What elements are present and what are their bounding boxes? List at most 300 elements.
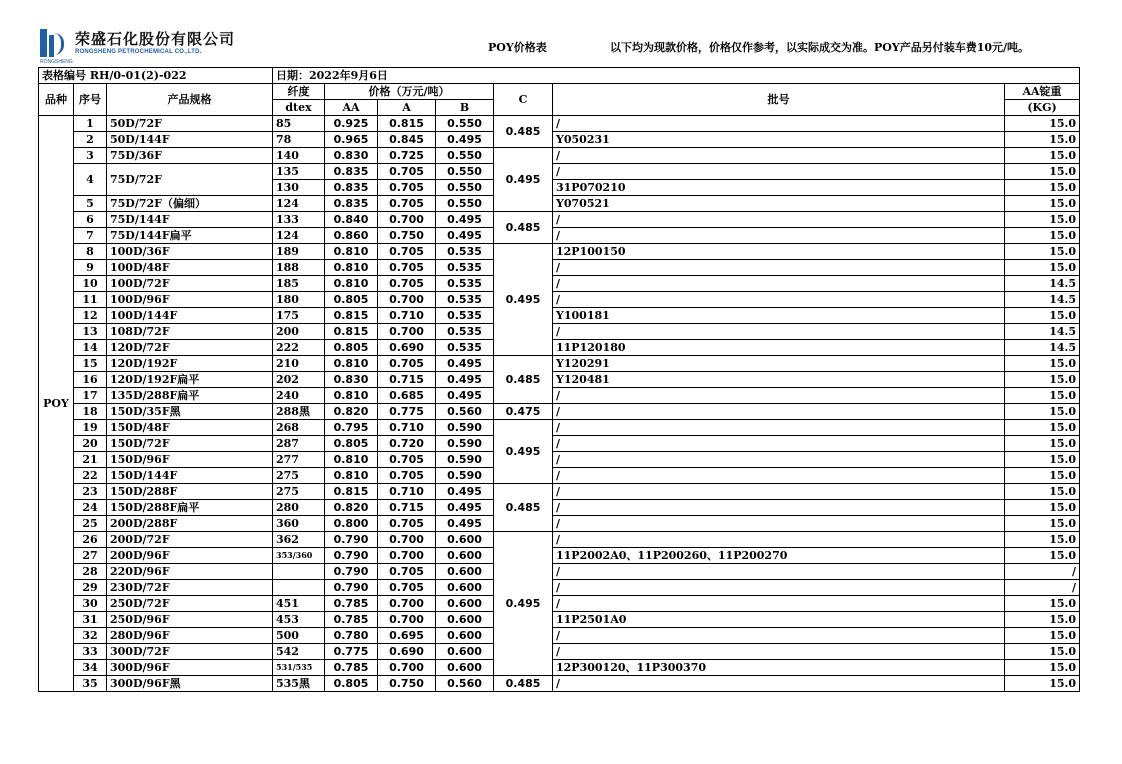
dtex-cell: 268	[273, 420, 325, 436]
dtex-cell: 275	[273, 484, 325, 500]
batch-cell: 11P120180	[553, 340, 1005, 356]
price-a-cell: 0.700	[378, 324, 436, 340]
table-row	[39, 452, 1080, 468]
price-aa-cell: 0.860	[325, 228, 378, 244]
price-b-cell: 0.600	[436, 548, 494, 564]
weight-cell: 15.0	[1005, 436, 1080, 452]
price-a-cell: 0.715	[378, 372, 436, 388]
price-aa-cell: 0.800	[325, 516, 378, 532]
spec-cell: 230D/72F	[107, 580, 273, 596]
price-aa-cell: 0.820	[325, 500, 378, 516]
batch-cell: Y100181	[553, 308, 1005, 324]
price-a-cell: 0.700	[378, 660, 436, 676]
table-row	[39, 628, 1080, 644]
table-row	[39, 244, 1080, 260]
weight-cell: 15.0	[1005, 548, 1080, 564]
weight-cell: 15.0	[1005, 388, 1080, 404]
spec-cell: 300D/96F黑	[107, 676, 273, 692]
weight-cell: 14.5	[1005, 292, 1080, 308]
weight-cell: 15.0	[1005, 532, 1080, 548]
spec-cell: 220D/96F	[107, 564, 273, 580]
col-c: C	[494, 84, 553, 116]
dtex-cell: 175	[273, 308, 325, 324]
dtex-cell	[273, 564, 325, 580]
seq-cell: 19	[74, 420, 107, 436]
dtex-cell: 360	[273, 516, 325, 532]
dtex-cell: 288黑	[273, 404, 325, 420]
dtex-cell	[273, 580, 325, 596]
price-b-cell: 0.600	[436, 580, 494, 596]
dtex-cell: 453	[273, 612, 325, 628]
seq-cell: 25	[74, 516, 107, 532]
table-row	[39, 548, 1080, 564]
dtex-cell: 140	[273, 148, 325, 164]
spec-cell: 150D/288F	[107, 484, 273, 500]
batch-cell: /	[553, 260, 1005, 276]
table-row	[39, 356, 1080, 372]
dtex-cell: 189	[273, 244, 325, 260]
table-row	[39, 676, 1080, 692]
weight-cell: 15.0	[1005, 148, 1080, 164]
col-seq: 序号	[74, 84, 107, 116]
price-c-cell: 0.485	[494, 116, 553, 148]
dtex-cell: 135	[273, 164, 325, 180]
seq-cell: 28	[74, 564, 107, 580]
batch-cell: Y120481	[553, 372, 1005, 388]
seq-cell: 7	[74, 228, 107, 244]
seq-cell: 3	[74, 148, 107, 164]
spec-cell: 150D/72F	[107, 436, 273, 452]
price-aa-cell: 0.790	[325, 532, 378, 548]
spec-cell: 75D/144F	[107, 212, 273, 228]
table-row	[39, 324, 1080, 340]
price-b-cell: 0.550	[436, 116, 494, 132]
price-b-cell: 0.535	[436, 340, 494, 356]
batch-cell: /	[553, 276, 1005, 292]
table-row	[39, 484, 1080, 500]
price-aa-cell: 0.925	[325, 116, 378, 132]
price-a-cell: 0.705	[378, 468, 436, 484]
seq-cell: 11	[74, 292, 107, 308]
table-row	[39, 340, 1080, 356]
seq-cell: 10	[74, 276, 107, 292]
spec-cell: 250D/96F	[107, 612, 273, 628]
weight-cell: 15.0	[1005, 308, 1080, 324]
dtex-cell: 78	[273, 132, 325, 148]
table-row	[39, 644, 1080, 660]
batch-cell: /	[553, 404, 1005, 420]
dtex-cell: 124	[273, 228, 325, 244]
spec-cell: 250D/72F	[107, 596, 273, 612]
dtex-cell: 124	[273, 196, 325, 212]
price-b-cell: 0.495	[436, 212, 494, 228]
batch-cell: 11P2002A0、11P200260、11P200270	[553, 548, 1005, 564]
price-b-cell: 0.495	[436, 356, 494, 372]
page-title: POY价格表	[488, 41, 547, 54]
weight-cell: 15.0	[1005, 676, 1080, 692]
dtex-cell: 280	[273, 500, 325, 516]
table-row	[39, 580, 1080, 596]
price-aa-cell: 0.965	[325, 132, 378, 148]
price-c-cell: 0.495	[494, 420, 553, 484]
table-row	[39, 500, 1080, 516]
seq-cell: 1	[74, 116, 107, 132]
seq-cell: 13	[74, 324, 107, 340]
table-row	[39, 260, 1080, 276]
price-a-cell: 0.700	[378, 292, 436, 308]
price-a-cell: 0.705	[378, 180, 436, 196]
batch-cell: /	[553, 484, 1005, 500]
spec-cell: 100D/96F	[107, 292, 273, 308]
batch-cell: 11P2501A0	[553, 612, 1005, 628]
batch-cell: Y070521	[553, 196, 1005, 212]
table-date: 日期：2022年9月6日	[273, 68, 1080, 84]
dtex-cell: 240	[273, 388, 325, 404]
dtex-cell: 202	[273, 372, 325, 388]
price-a-cell: 0.720	[378, 436, 436, 452]
col-aa: AA	[325, 100, 378, 116]
spec-cell: 100D/48F	[107, 260, 273, 276]
price-aa-cell: 0.805	[325, 436, 378, 452]
batch-cell: /	[553, 436, 1005, 452]
seq-cell: 23	[74, 484, 107, 500]
seq-cell: 29	[74, 580, 107, 596]
dtex-cell: 275	[273, 468, 325, 484]
price-b-cell: 0.535	[436, 244, 494, 260]
price-aa-cell: 0.795	[325, 420, 378, 436]
price-a-cell: 0.705	[378, 164, 436, 180]
company-name-cn: 荣盛石化股份有限公司	[75, 29, 236, 48]
table-row	[39, 612, 1080, 628]
price-c-cell: 0.485	[494, 356, 553, 404]
dtex-cell: 222	[273, 340, 325, 356]
price-c-cell: 0.495	[494, 148, 553, 212]
seq-cell: 33	[74, 644, 107, 660]
price-a-cell: 0.705	[378, 196, 436, 212]
price-a-cell: 0.710	[378, 420, 436, 436]
table-row	[39, 228, 1080, 244]
price-b-cell: 0.550	[436, 180, 494, 196]
batch-cell: 31P070210	[553, 180, 1005, 196]
price-a-cell: 0.700	[378, 212, 436, 228]
price-aa-cell: 0.810	[325, 468, 378, 484]
price-aa-cell: 0.790	[325, 548, 378, 564]
table-row	[39, 212, 1080, 228]
price-b-cell: 0.590	[436, 436, 494, 452]
price-a-cell: 0.705	[378, 452, 436, 468]
weight-cell: 14.5	[1005, 324, 1080, 340]
dtex-cell: 500	[273, 628, 325, 644]
col-price: 价格（万元/吨）	[325, 84, 494, 100]
price-table	[38, 67, 1080, 692]
weight-cell: 15.0	[1005, 660, 1080, 676]
price-a-cell: 0.710	[378, 308, 436, 324]
dtex-cell: 200	[273, 324, 325, 340]
seq-cell: 18	[74, 404, 107, 420]
table-row	[39, 532, 1080, 548]
price-b-cell: 0.495	[436, 228, 494, 244]
logo-subtext: RONGSHENG	[40, 59, 73, 65]
table-row	[39, 292, 1080, 308]
weight-cell: 15.0	[1005, 612, 1080, 628]
batch-cell: /	[553, 212, 1005, 228]
seq-cell: 30	[74, 596, 107, 612]
price-a-cell: 0.775	[378, 404, 436, 420]
batch-cell: /	[553, 164, 1005, 180]
batch-cell: /	[553, 228, 1005, 244]
price-b-cell: 0.600	[436, 660, 494, 676]
spec-cell: 150D/48F	[107, 420, 273, 436]
batch-cell: Y050231	[553, 132, 1005, 148]
price-aa-cell: 0.805	[325, 292, 378, 308]
price-c-cell: 0.485	[494, 484, 553, 532]
price-a-cell: 0.700	[378, 596, 436, 612]
weight-cell: 15.0	[1005, 228, 1080, 244]
batch-cell: /	[553, 452, 1005, 468]
price-b-cell: 0.535	[436, 260, 494, 276]
batch-cell: /	[553, 116, 1005, 132]
price-b-cell: 0.600	[436, 644, 494, 660]
table-row	[39, 164, 1080, 180]
spec-cell: 100D/144F	[107, 308, 273, 324]
weight-cell: 15.0	[1005, 196, 1080, 212]
price-b-cell: 0.495	[436, 500, 494, 516]
price-aa-cell: 0.810	[325, 260, 378, 276]
batch-cell: /	[553, 500, 1005, 516]
batch-cell: /	[553, 628, 1005, 644]
table-row	[39, 564, 1080, 580]
price-a-cell: 0.700	[378, 612, 436, 628]
col-variety: 品种	[39, 84, 74, 116]
batch-cell: /	[553, 420, 1005, 436]
spec-cell: 120D/192F扁平	[107, 372, 273, 388]
weight-cell: 14.5	[1005, 276, 1080, 292]
rongsheng-logo-icon	[40, 29, 73, 65]
seq-cell: 4	[74, 164, 107, 196]
price-b-cell: 0.495	[436, 516, 494, 532]
seq-cell: 9	[74, 260, 107, 276]
col-weight-top: AA锭重	[1005, 84, 1080, 100]
table-row	[39, 436, 1080, 452]
batch-cell: /	[553, 324, 1005, 340]
company-name-en: RONGSHENG PETROCHEMICAL CO.,LTD.	[75, 48, 202, 55]
price-b-cell: 0.560	[436, 404, 494, 420]
seq-cell: 2	[74, 132, 107, 148]
col-dtex-top: 纤度	[273, 84, 325, 100]
spec-cell: 50D/72F	[107, 116, 273, 132]
price-aa-cell: 0.815	[325, 484, 378, 500]
batch-cell: /	[553, 516, 1005, 532]
weight-cell: 15.0	[1005, 484, 1080, 500]
spec-cell: 300D/96F	[107, 660, 273, 676]
price-b-cell: 0.590	[436, 468, 494, 484]
price-b-cell: 0.495	[436, 132, 494, 148]
seq-cell: 15	[74, 356, 107, 372]
spec-cell: 200D/72F	[107, 532, 273, 548]
spec-cell: 300D/72F	[107, 644, 273, 660]
price-c-cell: 0.495	[494, 532, 553, 676]
price-b-cell: 0.550	[436, 196, 494, 212]
price-aa-cell: 0.810	[325, 388, 378, 404]
col-weight-bottom: (KG)	[1005, 100, 1080, 116]
price-a-cell: 0.845	[378, 132, 436, 148]
meta-row	[39, 68, 1080, 84]
price-aa-cell: 0.780	[325, 628, 378, 644]
price-aa-cell: 0.810	[325, 276, 378, 292]
dtex-cell: 85	[273, 116, 325, 132]
price-aa-cell: 0.805	[325, 676, 378, 692]
batch-cell: /	[553, 580, 1005, 596]
weight-cell: 14.5	[1005, 340, 1080, 356]
weight-cell: 15.0	[1005, 164, 1080, 180]
seq-cell: 12	[74, 308, 107, 324]
price-b-cell: 0.535	[436, 292, 494, 308]
price-a-cell: 0.705	[378, 516, 436, 532]
spec-cell: 50D/144F	[107, 132, 273, 148]
price-a-cell: 0.705	[378, 276, 436, 292]
price-aa-cell: 0.810	[325, 452, 378, 468]
batch-cell: 12P300120、11P300370	[553, 660, 1005, 676]
batch-cell: /	[553, 468, 1005, 484]
price-aa-cell: 0.835	[325, 164, 378, 180]
price-b-cell: 0.600	[436, 596, 494, 612]
batch-cell: 12P100150	[553, 244, 1005, 260]
price-a-cell: 0.815	[378, 116, 436, 132]
table-row	[39, 116, 1080, 132]
seq-cell: 6	[74, 212, 107, 228]
col-b: B	[436, 100, 494, 116]
price-aa-cell: 0.835	[325, 196, 378, 212]
seq-cell: 26	[74, 532, 107, 548]
table-row	[39, 276, 1080, 292]
price-aa-cell: 0.785	[325, 660, 378, 676]
price-c-cell: 0.495	[494, 244, 553, 356]
seq-cell: 8	[74, 244, 107, 260]
price-aa-cell: 0.820	[325, 404, 378, 420]
price-a-cell: 0.705	[378, 356, 436, 372]
price-b-cell: 0.560	[436, 676, 494, 692]
weight-cell: /	[1005, 564, 1080, 580]
weight-cell: 15.0	[1005, 644, 1080, 660]
price-b-cell: 0.550	[436, 164, 494, 180]
spec-cell: 108D/72F	[107, 324, 273, 340]
dtex-cell: 531/535	[273, 660, 325, 676]
price-aa-cell: 0.785	[325, 596, 378, 612]
batch-cell: Y120291	[553, 356, 1005, 372]
spec-cell: 120D/192F	[107, 356, 273, 372]
table-row	[39, 404, 1080, 420]
price-b-cell: 0.495	[436, 388, 494, 404]
table-row	[39, 196, 1080, 212]
table-row	[39, 420, 1080, 436]
price-b-cell: 0.495	[436, 484, 494, 500]
price-aa-cell: 0.815	[325, 308, 378, 324]
col-dtex-bottom: dtex	[273, 100, 325, 116]
price-aa-cell: 0.785	[325, 612, 378, 628]
price-aa-cell: 0.805	[325, 340, 378, 356]
weight-cell: 15.0	[1005, 628, 1080, 644]
price-aa-cell: 0.840	[325, 212, 378, 228]
table-row	[39, 516, 1080, 532]
price-a-cell: 0.690	[378, 340, 436, 356]
table-row	[39, 148, 1080, 164]
price-aa-cell: 0.775	[325, 644, 378, 660]
seq-cell: 17	[74, 388, 107, 404]
col-batch: 批号	[553, 84, 1005, 116]
weight-cell: 15.0	[1005, 132, 1080, 148]
seq-cell: 32	[74, 628, 107, 644]
col-a: A	[378, 100, 436, 116]
spec-cell: 100D/72F	[107, 276, 273, 292]
form-number: 表格编号 RH/0-01(2)-022	[39, 68, 273, 84]
price-b-cell: 0.535	[436, 324, 494, 340]
weight-cell: 15.0	[1005, 420, 1080, 436]
batch-cell: /	[553, 148, 1005, 164]
table-row	[39, 596, 1080, 612]
spec-cell: 150D/288F扁平	[107, 500, 273, 516]
seq-cell: 24	[74, 500, 107, 516]
spec-cell: 135D/288F扁平	[107, 388, 273, 404]
price-a-cell: 0.725	[378, 148, 436, 164]
price-a-cell: 0.750	[378, 228, 436, 244]
price-a-cell: 0.700	[378, 548, 436, 564]
weight-cell: 15.0	[1005, 500, 1080, 516]
batch-cell: /	[553, 388, 1005, 404]
weight-cell: 15.0	[1005, 468, 1080, 484]
price-b-cell: 0.535	[436, 308, 494, 324]
table-row	[39, 132, 1080, 148]
weight-cell: 15.0	[1005, 452, 1080, 468]
weight-cell: 15.0	[1005, 596, 1080, 612]
seq-cell: 22	[74, 468, 107, 484]
price-b-cell: 0.600	[436, 564, 494, 580]
price-aa-cell: 0.830	[325, 372, 378, 388]
variety-cell: POY	[39, 116, 74, 692]
spec-cell: 200D/288F	[107, 516, 273, 532]
table-row	[39, 660, 1080, 676]
dtex-cell: 180	[273, 292, 325, 308]
seq-cell: 16	[74, 372, 107, 388]
dtex-cell: 133	[273, 212, 325, 228]
seq-cell: 27	[74, 548, 107, 564]
price-c-cell: 0.485	[494, 676, 553, 692]
dtex-cell: 353/360	[273, 548, 325, 564]
dtex-cell: 287	[273, 436, 325, 452]
price-a-cell: 0.705	[378, 564, 436, 580]
seq-cell: 5	[74, 196, 107, 212]
spec-cell: 75D/36F	[107, 148, 273, 164]
price-a-cell: 0.705	[378, 580, 436, 596]
price-b-cell: 0.590	[436, 452, 494, 468]
header-row-1	[39, 84, 1080, 100]
weight-cell: 15.0	[1005, 356, 1080, 372]
price-aa-cell: 0.790	[325, 580, 378, 596]
weight-cell: 15.0	[1005, 404, 1080, 420]
spec-cell: 75D/72F	[107, 164, 273, 196]
weight-cell: 15.0	[1005, 180, 1080, 196]
dtex-cell: 185	[273, 276, 325, 292]
price-b-cell: 0.600	[436, 612, 494, 628]
batch-cell: /	[553, 564, 1005, 580]
seq-cell: 35	[74, 676, 107, 692]
dtex-cell: 535黑	[273, 676, 325, 692]
price-aa-cell: 0.790	[325, 564, 378, 580]
price-b-cell: 0.550	[436, 148, 494, 164]
table-row	[39, 388, 1080, 404]
spec-cell: 100D/36F	[107, 244, 273, 260]
table-row	[39, 308, 1080, 324]
price-b-cell: 0.495	[436, 372, 494, 388]
